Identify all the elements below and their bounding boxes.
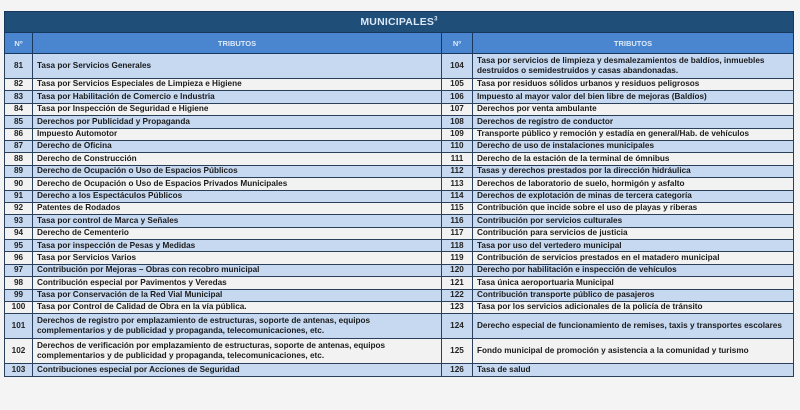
row-number-left: 85 bbox=[5, 116, 33, 128]
row-number-right: 126 bbox=[442, 364, 473, 376]
row-number-right: 116 bbox=[442, 215, 473, 227]
tributo-left: Derecho de Construcción bbox=[33, 153, 442, 165]
tributo-right: Tasa por servicios de limpieza y desmalezamientos de baldíos, inmuebles destruidos o semidestruidos y casas abandonadas. bbox=[473, 54, 794, 79]
tributo-left: Contribuciones especial por Acciones de Seguridad bbox=[33, 364, 442, 376]
tributo-right: Derecho de la estación de la terminal de ómnibus bbox=[473, 153, 794, 165]
tributo-left: Derechos de registro por emplazamiento de estructuras, soporte de antenas, equipos complementarios y de publicidad y propaganda, telecomunicaciones, etc. bbox=[33, 314, 442, 339]
row-number-right: 104 bbox=[442, 54, 473, 79]
tributo-left: Derecho a los Espectáculos Públicos bbox=[33, 190, 442, 202]
table-row bbox=[5, 54, 794, 79]
row-number-left: 93 bbox=[5, 215, 33, 227]
table-row bbox=[5, 91, 794, 103]
table-row bbox=[5, 240, 794, 252]
table-row bbox=[5, 140, 794, 152]
row-number-right: 105 bbox=[442, 79, 473, 91]
municipal-taxes-table-container bbox=[4, 11, 793, 377]
tributo-right: Derechos de registro de conductor bbox=[473, 116, 794, 128]
row-number-left: 87 bbox=[5, 140, 33, 152]
table-row bbox=[5, 202, 794, 214]
row-number-left: 99 bbox=[5, 289, 33, 301]
tributo-left: Contribución especial por Pavimentos y Veredas bbox=[33, 277, 442, 289]
municipal-taxes-table bbox=[4, 11, 794, 377]
header-tributos-left: TRIBUTOS bbox=[33, 33, 442, 54]
tributo-left: Derecho de Ocupación o Uso de Espacios Privados Municipales bbox=[33, 178, 442, 190]
row-number-right: 123 bbox=[442, 302, 473, 314]
row-number-left: 100 bbox=[5, 302, 33, 314]
row-number-right: 110 bbox=[442, 140, 473, 152]
table-row bbox=[5, 227, 794, 239]
table-row bbox=[5, 116, 794, 128]
tributo-left: Tasa por Servicios Generales bbox=[33, 54, 442, 79]
tributo-right: Tasa única aeroportuaria Municipal bbox=[473, 277, 794, 289]
tributo-right: Tasa por residuos sólidos urbanos y residuos peligrosos bbox=[473, 79, 794, 91]
tributo-right: Fondo municipal de promoción y asistencia a la comunidad y turismo bbox=[473, 339, 794, 364]
table-row bbox=[5, 264, 794, 276]
row-number-left: 94 bbox=[5, 227, 33, 239]
row-number-left: 97 bbox=[5, 264, 33, 276]
row-number-right: 108 bbox=[442, 116, 473, 128]
row-number-right: 124 bbox=[442, 314, 473, 339]
table-row bbox=[5, 277, 794, 289]
row-number-left: 96 bbox=[5, 252, 33, 264]
row-number-right: 107 bbox=[442, 103, 473, 115]
table-row bbox=[5, 178, 794, 190]
header-num-left: Nº bbox=[5, 33, 33, 54]
row-number-left: 89 bbox=[5, 165, 33, 177]
row-number-right: 119 bbox=[442, 252, 473, 264]
row-number-left: 83 bbox=[5, 91, 33, 103]
tributo-left: Tasa por inspección de Pesas y Medidas bbox=[33, 240, 442, 252]
tributo-right: Tasas y derechos prestados por la dirección hidráulica bbox=[473, 165, 794, 177]
table-row bbox=[5, 128, 794, 140]
tributo-left: Derechos de verificación por emplazamiento de estructuras, soporte de antenas, equipos complementarios y de publicidad y propaganda, telecomunicaciones, etc. bbox=[33, 339, 442, 364]
tributo-left: Derecho de Ocupación o Uso de Espacios Públicos bbox=[33, 165, 442, 177]
tributo-left: Tasa por Servicios Varios bbox=[33, 252, 442, 264]
tributo-left: Derechos por Publicidad y Propaganda bbox=[33, 116, 442, 128]
row-number-right: 125 bbox=[442, 339, 473, 364]
row-number-right: 117 bbox=[442, 227, 473, 239]
row-number-right: 106 bbox=[442, 91, 473, 103]
tributo-left: Derecho de Oficina bbox=[33, 140, 442, 152]
row-number-right: 121 bbox=[442, 277, 473, 289]
row-number-right: 122 bbox=[442, 289, 473, 301]
row-number-right: 109 bbox=[442, 128, 473, 140]
tributo-left: Tasa por Servicios Especiales de Limpieza e Higiene bbox=[33, 79, 442, 91]
table-row bbox=[5, 215, 794, 227]
header-tributos-right: TRIBUTOS bbox=[473, 33, 794, 54]
tributo-left: Tasa por Control de Calidad de Obra en la vía pública. bbox=[33, 302, 442, 314]
row-number-right: 118 bbox=[442, 240, 473, 252]
row-number-left: 82 bbox=[5, 79, 33, 91]
tributo-left: Tasa por Inspección de Seguridad e Higiene bbox=[33, 103, 442, 115]
table-row bbox=[5, 153, 794, 165]
tributo-right: Contribución que incide sobre el uso de playas y riberas bbox=[473, 202, 794, 214]
table-row bbox=[5, 339, 794, 364]
tributo-left: Contribución por Mejoras – Obras con recobro municipal bbox=[33, 264, 442, 276]
tributo-left: Tasa por Conservación de la Red Vial Municipal bbox=[33, 289, 442, 301]
table-row bbox=[5, 103, 794, 115]
tributo-left: Patentes de Rodados bbox=[33, 202, 442, 214]
tributo-right: Tasa por los servicios adicionales de la policía de tránsito bbox=[473, 302, 794, 314]
tributo-right: Contribución transporte público de pasajeros bbox=[473, 289, 794, 301]
row-number-right: 114 bbox=[442, 190, 473, 202]
tributo-right: Derechos de laboratorio de suelo, hormigón y asfalto bbox=[473, 178, 794, 190]
tributo-right: Derechos por venta ambulante bbox=[473, 103, 794, 115]
tributo-left: Derecho de Cementerio bbox=[33, 227, 442, 239]
row-number-left: 101 bbox=[5, 314, 33, 339]
tributo-right: Contribución por servicios culturales bbox=[473, 215, 794, 227]
row-number-right: 113 bbox=[442, 178, 473, 190]
row-number-left: 86 bbox=[5, 128, 33, 140]
row-number-right: 115 bbox=[442, 202, 473, 214]
row-number-left: 102 bbox=[5, 339, 33, 364]
table-row bbox=[5, 79, 794, 91]
row-number-left: 81 bbox=[5, 54, 33, 79]
tributo-right: Tasa de salud bbox=[473, 364, 794, 376]
tributo-left: Tasa por Habilitación de Comercio e Industria bbox=[33, 91, 442, 103]
row-number-left: 84 bbox=[5, 103, 33, 115]
tributo-right: Tasa por uso del vertedero municipal bbox=[473, 240, 794, 252]
row-number-left: 88 bbox=[5, 153, 33, 165]
tributo-right: Derecho especial de funcionamiento de remises, taxis y transportes escolares bbox=[473, 314, 794, 339]
tributo-left: Impuesto Automotor bbox=[33, 128, 442, 140]
tributo-right: Derecho por habilitación e inspección de vehículos bbox=[473, 264, 794, 276]
row-number-left: 98 bbox=[5, 277, 33, 289]
row-number-left: 90 bbox=[5, 178, 33, 190]
table-title-text: MUNICIPALES bbox=[360, 16, 435, 28]
table-row bbox=[5, 190, 794, 202]
row-number-left: 92 bbox=[5, 202, 33, 214]
table-row bbox=[5, 364, 794, 376]
table-row bbox=[5, 165, 794, 177]
tributo-right: Impuesto al mayor valor del bien libre de mejoras (Baldíos) bbox=[473, 91, 794, 103]
table-row bbox=[5, 302, 794, 314]
table-row bbox=[5, 289, 794, 301]
tributo-right: Transporte público y remoción y estadía en general/Hab. de vehículos bbox=[473, 128, 794, 140]
tributo-right: Derechos de explotación de minas de tercera categoría bbox=[473, 190, 794, 202]
tributo-left: Tasa por control de Marca y Señales bbox=[33, 215, 442, 227]
row-number-right: 120 bbox=[442, 264, 473, 276]
row-number-left: 91 bbox=[5, 190, 33, 202]
row-number-left: 95 bbox=[5, 240, 33, 252]
table-body bbox=[5, 54, 794, 377]
row-number-left: 103 bbox=[5, 364, 33, 376]
table-row bbox=[5, 314, 794, 339]
tributo-right: Contribución de servicios prestados en el matadero municipal bbox=[473, 252, 794, 264]
tributo-right: Derecho de uso de instalaciones municipales bbox=[473, 140, 794, 152]
table-row bbox=[5, 252, 794, 264]
table-title bbox=[5, 12, 794, 33]
tributo-right: Contribución para servicios de justicia bbox=[473, 227, 794, 239]
row-number-right: 112 bbox=[442, 165, 473, 177]
header-num-right: Nº bbox=[442, 33, 473, 54]
row-number-right: 111 bbox=[442, 153, 473, 165]
table-title-footnote: 3 bbox=[434, 16, 438, 23]
